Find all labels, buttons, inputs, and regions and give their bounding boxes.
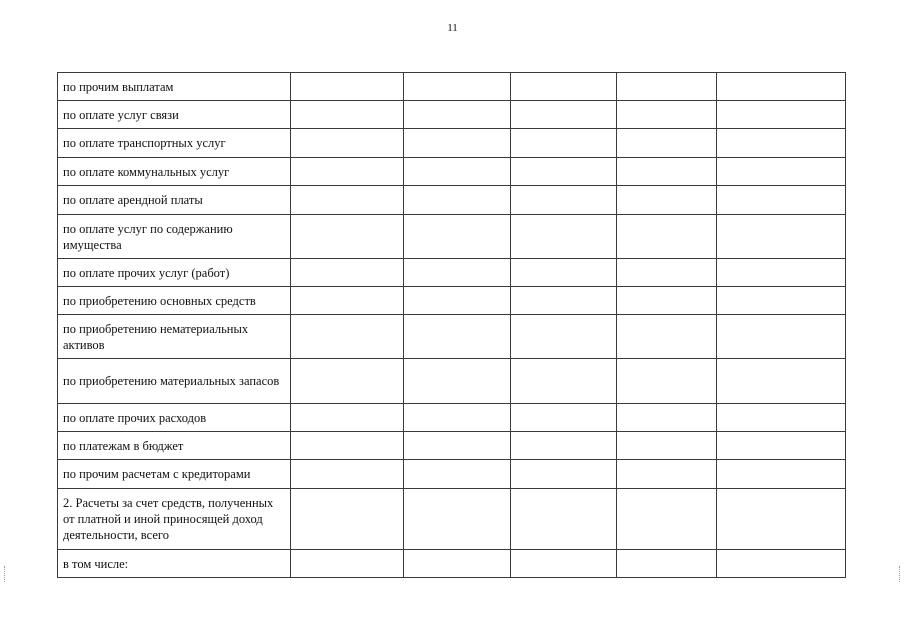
table-row (58, 129, 846, 158)
table-cell (717, 432, 846, 460)
table-row (58, 259, 846, 287)
row-label: по оплате транспортных услуг (58, 129, 291, 158)
row-label: по оплате арендной платы (58, 186, 291, 215)
table-cell (404, 489, 511, 550)
table-cell (404, 287, 511, 315)
table-row (58, 404, 846, 432)
row-label: по платежам в бюджет (58, 432, 291, 460)
table-cell (291, 359, 404, 404)
table-cell (511, 432, 617, 460)
table-cell (291, 158, 404, 186)
table-cell (617, 489, 717, 550)
table-cell (511, 404, 617, 432)
table-cell (511, 101, 617, 129)
table-cell (617, 315, 717, 359)
table-cell (617, 158, 717, 186)
table-row (58, 287, 846, 315)
table-cell (291, 101, 404, 129)
row-label: по прочим расчетам с кредиторами (58, 460, 291, 489)
page-number: 11 (447, 22, 458, 34)
table-cell (404, 73, 511, 101)
table-row (58, 186, 846, 215)
table-cell (404, 215, 511, 259)
table-cell (717, 73, 846, 101)
table-cell (404, 550, 511, 578)
table-cell (511, 489, 617, 550)
table-cell (511, 186, 617, 215)
table-cell (617, 359, 717, 404)
table-cell (404, 129, 511, 158)
table-cell (511, 359, 617, 404)
table-cell (291, 404, 404, 432)
table-cell (717, 101, 846, 129)
table-cell (291, 315, 404, 359)
table-cell (617, 215, 717, 259)
table-cell (291, 432, 404, 460)
table-cell (511, 158, 617, 186)
table-cell (617, 287, 717, 315)
table-cell (291, 129, 404, 158)
row-label: по оплате услуг связи (58, 101, 291, 129)
table-cell (291, 73, 404, 101)
table-cell (617, 186, 717, 215)
scan-margin-mark-right (899, 566, 902, 582)
report-table (57, 72, 846, 578)
row-label: в том числе: (58, 550, 291, 578)
table-cell (617, 101, 717, 129)
table-cell (291, 259, 404, 287)
table-cell (717, 287, 846, 315)
table-cell (291, 460, 404, 489)
row-label: по оплате коммунальных услуг (58, 158, 291, 186)
table-row (58, 460, 846, 489)
table-cell (511, 460, 617, 489)
table-cell (717, 158, 846, 186)
table-cell (717, 315, 846, 359)
table-cell (617, 550, 717, 578)
table-row (58, 215, 846, 259)
table-cell (617, 432, 717, 460)
row-label: по приобретению материальных запасов (58, 359, 291, 404)
table-cell (511, 73, 617, 101)
table-cell (511, 259, 617, 287)
table-row (58, 359, 846, 404)
table-cell (291, 550, 404, 578)
table-cell (617, 404, 717, 432)
table-cell (291, 287, 404, 315)
table-cell (404, 432, 511, 460)
table-cell (291, 489, 404, 550)
table-row (58, 158, 846, 186)
table-row (58, 550, 846, 578)
table-cell (717, 259, 846, 287)
table-cell (404, 101, 511, 129)
table-cell (404, 158, 511, 186)
table-cell (717, 129, 846, 158)
table-cell (511, 215, 617, 259)
table-cell (291, 186, 404, 215)
row-label: по оплате прочих расходов (58, 404, 291, 432)
table-cell (511, 550, 617, 578)
table-cell (617, 73, 717, 101)
table-cell (617, 129, 717, 158)
row-label: по оплате прочих услуг (работ) (58, 259, 291, 287)
table-cell (404, 186, 511, 215)
table-cell (617, 259, 717, 287)
row-label: по приобретению основных средств (58, 287, 291, 315)
table-cell (511, 287, 617, 315)
table-row (58, 432, 846, 460)
table-cell (511, 129, 617, 158)
table-cell (404, 359, 511, 404)
table-cell (717, 215, 846, 259)
scan-margin-mark-left (4, 566, 7, 582)
table-cell (404, 259, 511, 287)
table-cell (404, 315, 511, 359)
table-cell (717, 489, 846, 550)
row-label: 2. Расчеты за счет средств, полученных от платной и иной приносящей доход деятельности, всего (58, 489, 291, 550)
table-cell (717, 359, 846, 404)
table-cell (617, 460, 717, 489)
table-cell (404, 460, 511, 489)
table-row (58, 315, 846, 359)
table-cell (717, 186, 846, 215)
table-cell (404, 404, 511, 432)
table-cell (717, 460, 846, 489)
row-label: по оплате услуг по содержанию имущества (58, 215, 291, 259)
table-row (58, 101, 846, 129)
table-cell (717, 404, 846, 432)
row-label: по приобретению нематериальных активов (58, 315, 291, 359)
table-row (58, 489, 846, 550)
table-cell (511, 315, 617, 359)
table-cell (291, 215, 404, 259)
table-row (58, 73, 846, 101)
row-label: по прочим выплатам (58, 73, 291, 101)
table-cell (717, 550, 846, 578)
